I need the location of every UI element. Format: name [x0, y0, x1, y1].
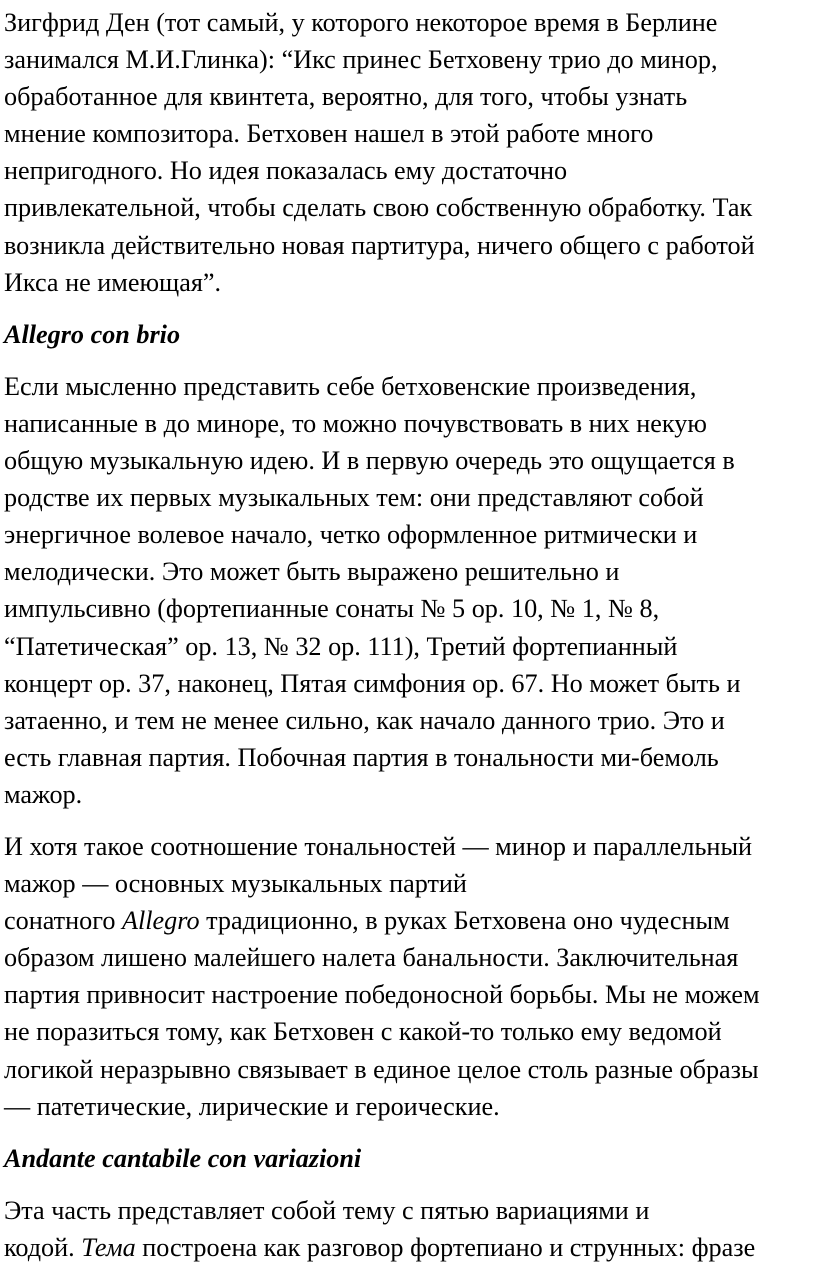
- text-line: импульсивно (фортепианные сонаты № 5 ор. 10, № 1, № 8,: [4, 594, 660, 624]
- text-line: Эта часть представляет собой тему с пятью вариациями и: [4, 1195, 650, 1225]
- text-run: традиционно, в руках Бетховена оно чудесным: [199, 906, 730, 936]
- text-line: образом лишено малейшего налета банальности. Заключительная: [4, 943, 739, 973]
- paragraph-allegro-themes: [4, 368, 812, 813]
- section-heading-allegro: Allegro con brio: [4, 319, 181, 349]
- text-run: построена как разговор фортепиано и струнных: фразе: [135, 1232, 756, 1262]
- text-line: энергичное волевое начало, четко оформленное ритмически и: [4, 520, 698, 550]
- text-line: И хотя такое соотношение тональностей — минор и параллельный: [4, 831, 753, 861]
- text-line: Икса не имеющая”.: [4, 267, 222, 297]
- text-line: мелодически. Это может быть выражено решительно и: [4, 557, 620, 587]
- paragraph-allegro-tonalities: [4, 828, 812, 1125]
- text-line: обработанное для квинтета, вероятно, для того, чтобы узнать: [4, 82, 688, 112]
- text-run: сонатного: [4, 906, 122, 936]
- paragraph-andante: [4, 1192, 812, 1266]
- text-line: затаенно, и тем не менее сильно, как начало данного трио. Это и: [4, 705, 725, 735]
- text-line: концерт ор. 37, наконец, Пятая симфония ор. 67. Но может быть и: [4, 668, 741, 698]
- italic-term: Тема: [81, 1232, 136, 1262]
- text-line: не поразиться тому, как Бетховен с какой-то только ему ведомой: [4, 1017, 722, 1047]
- text-line: общую музыкальную идею. И в первую очередь это ощущается в: [4, 446, 735, 476]
- text-line: — патетические, лирические и героические.: [4, 1091, 500, 1121]
- text-line: Зигфрид Ден (тот самый, у которого некоторое время в Берлине: [4, 8, 718, 37]
- text-line: “Патетическая” ор. 13, № 32 ор. 111), Третий фортепианный: [4, 631, 678, 661]
- text-line: занимался М.И.Глинка): “Икс принес Бетховену трио до минор,: [4, 45, 718, 75]
- text-line: логикой неразрывно связывает в единое целое столь разные образы: [4, 1054, 759, 1084]
- document-page: [4, 4, 812, 1281]
- text-line-mixed: [4, 902, 812, 939]
- text-line: партия привносит настроение победоносной борьбы. Мы не можем: [4, 980, 760, 1010]
- text-line: привлекательной, чтобы сделать свою собственную обработку. Так: [4, 193, 753, 223]
- text-line: родстве их первых музыкальных тем: они представляют собой: [4, 483, 704, 513]
- text-run: кодой.: [4, 1232, 82, 1262]
- text-line-mixed: [4, 1229, 812, 1266]
- text-line: непригодного. Но идея показалась ему достаточно: [4, 156, 568, 186]
- text-line: есть главная партия. Побочная партия в тональности ми-бемоль: [4, 742, 719, 772]
- text-line: мажор — основных музыкальных партий: [4, 869, 467, 899]
- section-heading-andante: Andante cantabile con variazioni: [4, 1143, 362, 1173]
- text-line: написанные в до миноре, то можно почувствовать в них некую: [4, 408, 707, 438]
- paragraph-intro: [4, 4, 812, 301]
- text-line: мнение композитора. Бетховен нашел в этой работе много: [4, 119, 654, 149]
- text-line: Если мысленно представить себе бетховенские произведения,: [4, 371, 697, 401]
- text-line: мажор.: [4, 779, 83, 809]
- italic-term: Allegro: [121, 906, 200, 936]
- text-line: возникла действительно новая партитура, ничего общего с работой: [4, 230, 755, 260]
